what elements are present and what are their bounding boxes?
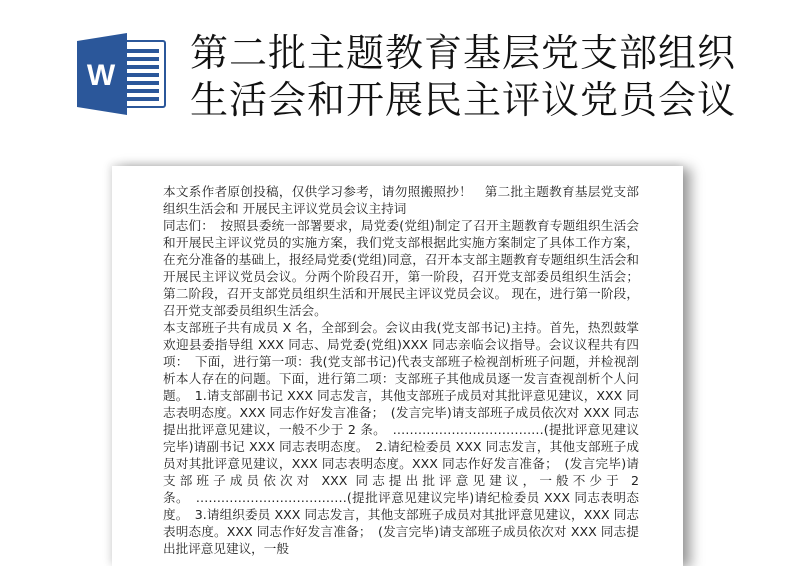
document-paragraph: 同志们： 按照县委统一部署要求，局党委(党组)制定了召开主题教育专题组织生活会和开展民主评议党员的实施方案，我们党支部根据此实施方案制定了具体工作方案，在充分准备的基础上，报经局党委(党组)同意，召开本支部主题教育专题组织生活会和开展民主评议党员会议。分两个阶段召开，第一阶段，召开党支部委员组织生活会；第二阶段，召开支部党员组织生活和开展民主评议党员会议。 现在，进行第一阶段，召开党支部委员组织生活会。 [163,218,639,318]
title-line-2: 生活会和开展民主评议党员会议 [190,78,737,122]
title-line-1: 第二批主题教育基层党支部组织 [190,31,737,75]
svg-text:W: W [86,59,116,92]
document-body [163,183,639,557]
word-document-icon [77,33,167,115]
document-page [112,166,683,566]
document-paragraph: 本支部班子共有成员 X 名，全部到会。会议由我(党支部书记)主持。首先，热烈鼓掌欢迎县委指导组 XXX 同志、局党委(党组)XXX 同志亲临会议指导。会议议程共有四项： 下面，进行第一项：我(党支部书记)代表支部班子检视剖析班子问题，并检视剖析本人存在的问题。下面，进行第二项：支部班子其他成员逐一发言查视剖析个人问题。 1.请支部副书记 XXX 同志发言，其他支部班子成员对其批评意见建议，XXX 同志表明态度。XXX 同志作好发言准备； (发言完毕)请支部班子成员依次对 XXX 同志提出批评意见建议，一般不少于 2 条。 ………………………………(提批评意见建议完毕)请副书记 XXX 同志表明态度。 2.请纪检委员 XXX 同志发言，其他支部班子成员对其批评意见建议，XXX 同志表明态度。XXX 同志作好发言准备； (发言完毕)请支部班子成员依次对 XXX 同志提出批评意见建议，一般不少于 2 条。 ………………………………(提批评意见建议完毕)请纪检委员 XXX 同志表明态度。 3.请组织委员 XXX 同志发言，其他支部班子成员对其批评意见建议，XXX 同志表明态度。XXX 同志作好发言准备； (发言完毕)请支部班子成员依次对 XXX 同志提出批评意见建议，一般 [163,320,639,556]
document-paragraph: 本文系作者原创投稿，仅供学习参考，请勿照搬照抄！ 第二批主题教育基层党支部组织生活会和 开展民主评议党员会议主持词 [163,184,639,216]
header-banner [0,0,800,140]
page-title [190,30,750,124]
